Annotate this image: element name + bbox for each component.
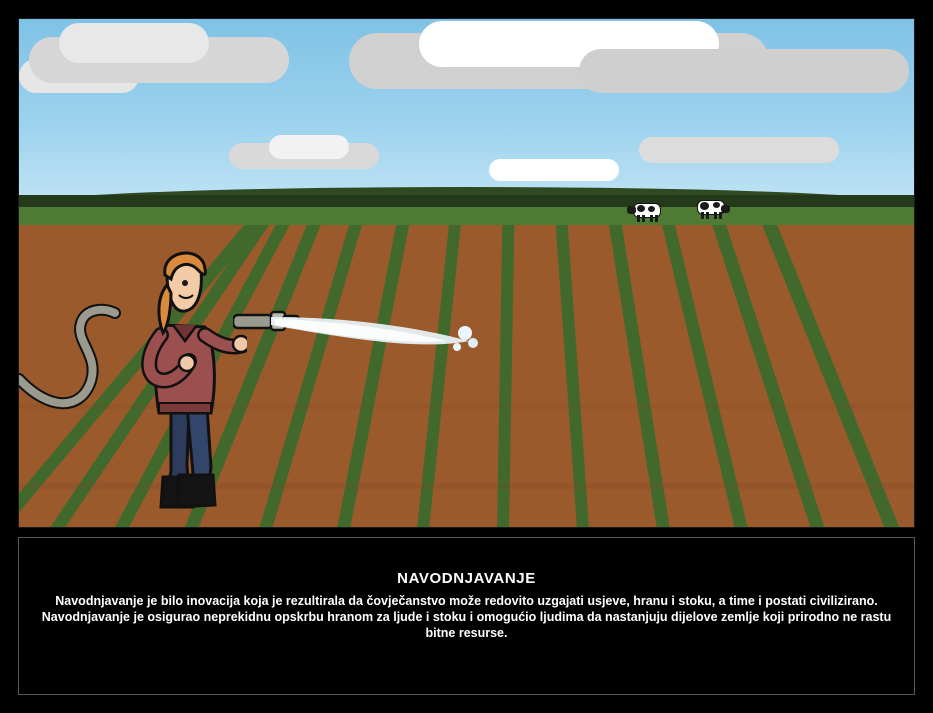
cloud-icon xyxy=(489,159,619,181)
caption-box xyxy=(18,537,915,695)
illustration-panel xyxy=(18,18,915,528)
cloud-icon xyxy=(579,49,909,93)
caption-body: Navodnjavanje je bilo inovacija koja je rezultirala da čovječanstvo može redovito uzgajati usjeve, hranu i stoku, a time i postati civilizirano. Navodnjavanje je osigurao neprekidnu opskrbu hranom za ljude i stoku i omogućio ljudima da nastanjuju dijelove zemlje koji prirodno ne rastu bitne resurse. xyxy=(41,594,892,640)
farmer xyxy=(127,239,247,528)
cloud-icon xyxy=(639,137,839,163)
caption-title: NAVODNJAVANJE xyxy=(397,570,536,587)
cloud-icon xyxy=(269,135,349,159)
cloud-icon xyxy=(59,23,209,63)
water-spray xyxy=(269,311,479,363)
